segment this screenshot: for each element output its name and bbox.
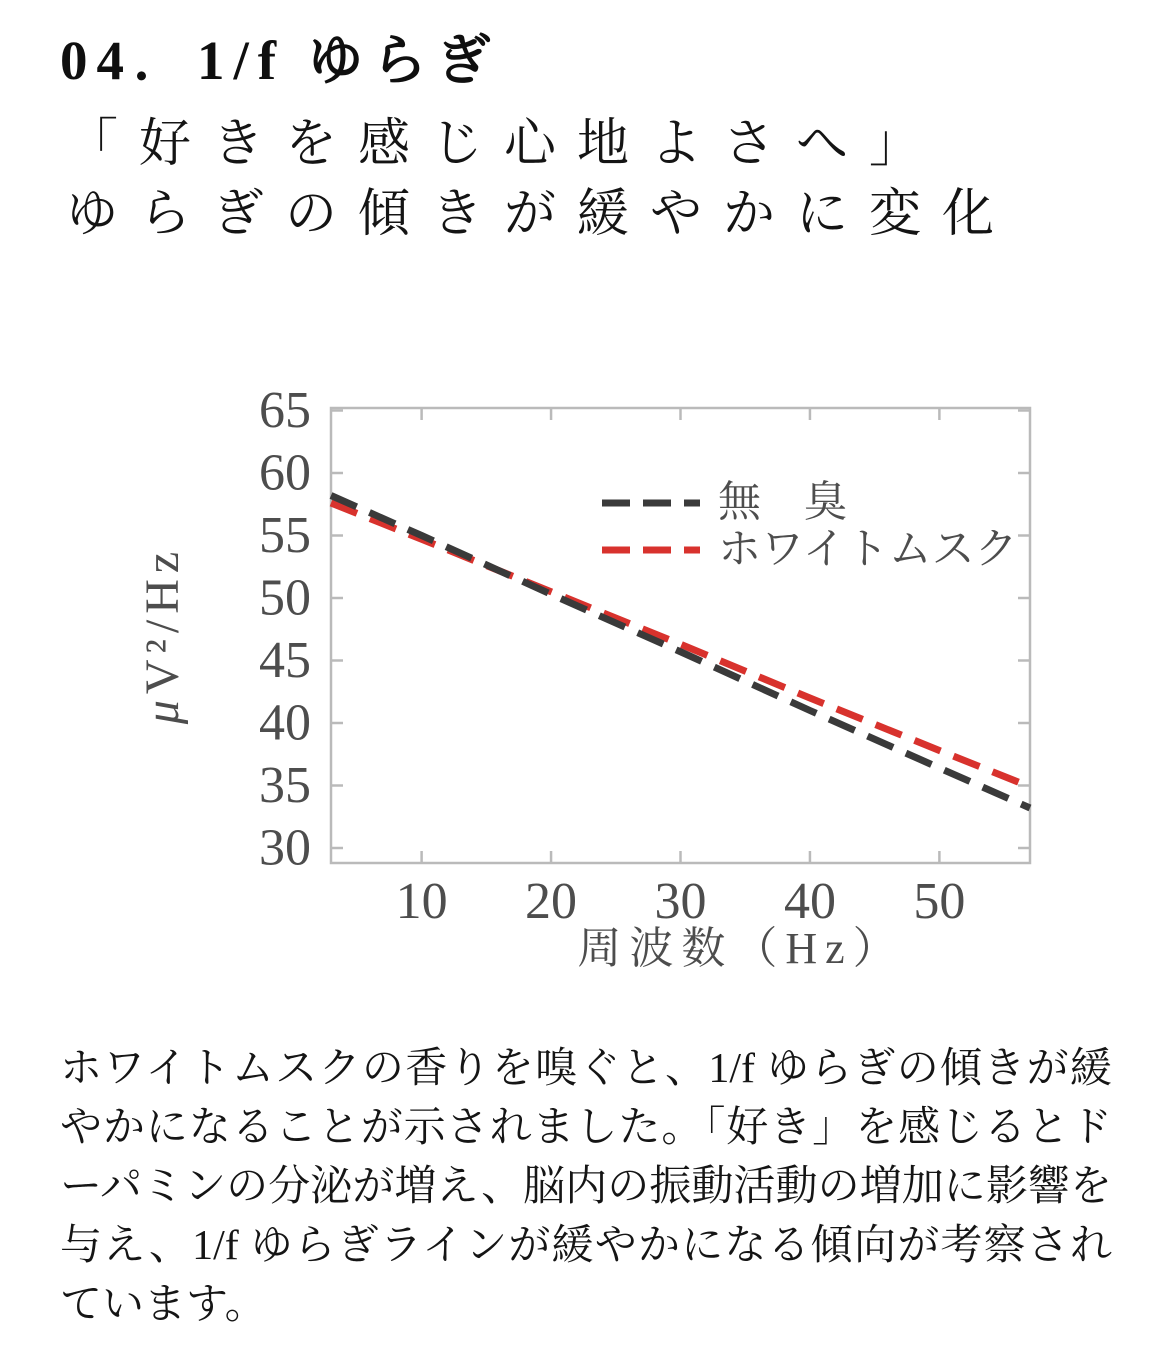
y-tick-label: 65 (259, 385, 311, 439)
spectrum-chart (100, 385, 1070, 985)
legend-label-1: ホワイトムスク (718, 526, 1018, 574)
x-axis-title: 周波数（Hz） (577, 924, 905, 973)
x-tick-label: 30 (654, 873, 707, 930)
x-tick-label: 10 (395, 873, 448, 930)
x-tick-label: 40 (783, 873, 836, 930)
page-subtitle (66, 110, 1015, 250)
y-tick-label: 35 (259, 757, 311, 814)
plot-frame (331, 408, 1030, 863)
y-tick-label: 30 (259, 819, 311, 877)
x-tick-label: 20 (525, 873, 578, 930)
page-title: 04．1/f ゆらぎ (60, 30, 500, 91)
body-paragraph: ホワイトムスクの香りを嗅ぐと、1/f ゆらぎの傾きが緩やかになることが示されました。「好き」を感じるとドーパミンの分泌が増え、脳内の振動活動の増加に影響を与え、1/f ゆらぎラインが緩やかになる傾向が考察されています。 (60, 1046, 1112, 1328)
y-tick-label: 60 (259, 444, 311, 502)
subtitle-line-2: ゆらぎの傾きが緩やかに変化 (66, 186, 1016, 243)
y-axis-title: μV²/Hz (136, 545, 189, 725)
y-tick-label: 55 (259, 507, 311, 564)
legend-label-0: 無 臭 (718, 479, 847, 527)
x-tick-label: 50 (913, 873, 966, 930)
y-tick-label: 45 (259, 632, 311, 689)
y-tick-label: 50 (259, 569, 311, 627)
spectrum-chart-svg (100, 385, 1070, 985)
y-tick-label: 40 (259, 694, 311, 752)
subtitle-line-1: 「好きを感じ心地よさへ」 (66, 116, 943, 173)
